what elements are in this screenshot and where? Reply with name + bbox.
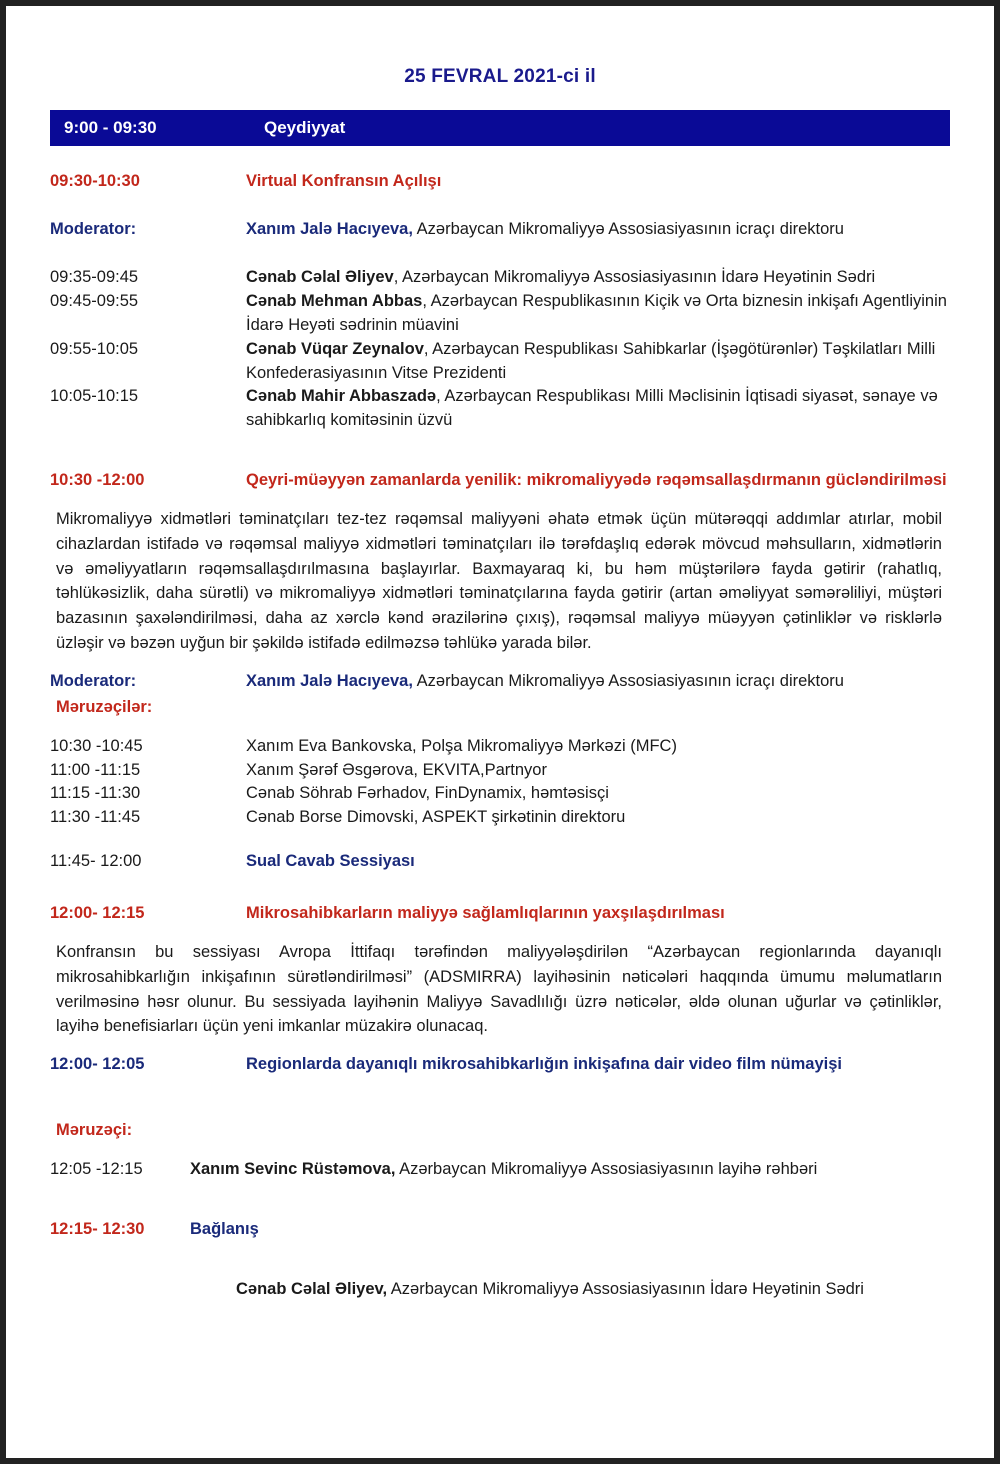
speaker-text: [190, 1158, 950, 1182]
session-three-title: Mikrosahibkarların maliyyə sağlamlıqlarının yaxşılaşdırılması: [246, 904, 725, 923]
speaker-desc: , Azərbaycan Respublikası Milli Məclisinin İqtisadi siyasət, sənaye və sahibkarlıq komitəsinin üzvü: [246, 387, 938, 430]
session-two-moderator-name: Xanım Jalə Hacıyeva,: [246, 671, 413, 690]
speaker-text: Xanım Eva Bankovska, Polşa Mikromaliyyə Mərkəzi (MFC): [246, 736, 677, 755]
session-three-row: [50, 902, 950, 926]
speaker-text: [246, 338, 950, 386]
closing-time: 12:15- 12:30: [50, 1220, 145, 1239]
speaker-time: 09:45-09:55: [50, 291, 139, 310]
closing-speaker-name: Cənab Cəlal Əliyev,: [236, 1279, 388, 1298]
speaker-time: 11:00 -11:15: [50, 760, 141, 779]
speaker-desc: , Azərbaycan Respublikası Sahibkarlar (İşəgötürənlər) Təşkilatları Milli Konfederasiyasının Vitse Prezidenti: [246, 339, 936, 382]
qa-row: [50, 850, 950, 874]
page-title: 25 FEVRAL 2021-ci il: [404, 66, 596, 87]
speaker-text: [246, 266, 950, 290]
video-title: Regionlarda dayanıqlı mikrosahibkarlığın inkişafına dair video film nümayişi: [246, 1055, 842, 1074]
session-three-speaker-row: [50, 1158, 950, 1182]
session-two-row: [50, 469, 950, 493]
qa-label: Sual Cavab Sessiyası: [246, 852, 415, 871]
session-two-speakers-label: Məruzəçilər:: [56, 697, 153, 716]
closing-speaker-desc: Azərbaycan Mikromaliyyə Assosiasiyasının İdarə Heyətinin Sədri: [390, 1279, 864, 1298]
speaker-name: Xanım Sevinc Rüstəmova,: [190, 1160, 396, 1179]
video-row: [50, 1053, 950, 1077]
speaker-text: Xanım Şərəf Əsgərova, EKVITA,Partnyor: [246, 760, 547, 779]
session-two-speaker-row: [50, 782, 950, 806]
speaker-name: Cənab Mehman Abbas: [246, 291, 423, 310]
opening-title: Virtual Konfransın Açılışı: [246, 172, 442, 190]
speaker-time: 10:05-10:15: [50, 387, 139, 406]
opening-moderator-value: [246, 218, 950, 242]
session-two-paragraph: Mikromaliyyə xidmətləri təminatçıları tez-tez rəqəmsal maliyyəni əhatə etmək üçün mütərəqqi addımlar atırlar, mobil cihazlardan istifadə və rəqəmsal maliyyə xidmətləri təminatçıları ilə tərəfdaşlıq edərək mövcud məhsulların, xidmətlərin və əməliyyatların rəqəmsallaşdırılmasına başlayırlar. Baxmayaraq ki, bu həm müştərilərə fayda gətirir (rahatlıq, təhlükəsizlik, daha sürətli) və mikromaliyyə xidmətləri təminatçılarına fayda gətirir (artan əməliyyat səmərəliliyi, müştəri bazasının şaxələndirilməsi, daha az xərclə kənd ərazilərinə çıxış), rəqəmsal maliyyə müəyyən çətinliklər və risklərlə üzləşir və bəzən uyğun bir şəkildə istifadə edilməzsə təhlükə yarada bilər.: [56, 510, 942, 652]
session-two-title: Qeyri-müəyyən zamanlarda yenilik: mikromaliyyədə rəqəmsallaşdırmanın gücləndirilməsi: [246, 471, 947, 490]
video-time: 12:00- 12:05: [50, 1055, 145, 1074]
registration-label: Qeydiyyat: [264, 118, 346, 137]
speaker-time: 11:15 -11:30: [50, 784, 141, 803]
opening-speaker-row: [50, 338, 950, 386]
speaker-desc: Azərbaycan Mikromaliyyə Assosiasiyasının layihə rəhbəri: [399, 1160, 818, 1179]
session-two-speaker-row: [50, 759, 950, 783]
opening-moderator-row: [50, 218, 950, 242]
session-two-moderator-row: [50, 670, 950, 694]
speaker-time: 09:55-10:05: [50, 339, 139, 358]
opening-speaker-row: [50, 290, 950, 338]
session-two-speaker-row: [50, 735, 950, 759]
speaker-name: Cənab Vüqar Zeynalov: [246, 339, 424, 358]
registration-banner: [50, 110, 950, 146]
speaker-time: 11:30 -11:45: [50, 808, 141, 827]
speaker-text: [246, 290, 950, 338]
speaker-name: Cənab Cəlal Əliyev: [246, 267, 394, 286]
session-two-moderator-desc: Azərbaycan Mikromaliyyə Assosiasiyasının icraçı direktoru: [416, 671, 844, 690]
opening-session-row: [50, 170, 950, 194]
closing-label: Bağlanış: [190, 1220, 259, 1239]
opening-time: 09:30-10:30: [50, 172, 140, 190]
opening-moderator-desc: Azərbaycan Mikromaliyyə Assosiasiyasının icraçı direktoru: [416, 219, 844, 238]
session-three-speaker-label: Məruzəçi:: [56, 1121, 133, 1140]
document-body: [6, 6, 994, 1458]
session-two-moderator-label: Moderator:: [50, 671, 137, 690]
speaker-time: 09:35-09:45: [50, 267, 139, 286]
opening-moderator-label: Moderator:: [50, 219, 137, 238]
session-two-moderator-value: [246, 670, 950, 694]
speaker-text: [246, 385, 950, 433]
opening-speaker-row: [50, 266, 950, 290]
session-two-speaker-row: [50, 806, 950, 830]
speaker-time: 10:30 -10:45: [50, 736, 143, 755]
session-two-time: 10:30 -12:00: [50, 471, 145, 490]
speaker-time: 12:05 -12:15: [50, 1160, 143, 1179]
session-three-paragraph: Konfransın bu sessiyası Avropa İttifaqı tərəfindən maliyyələşdirilən “Azərbaycan regionlarında dayanıqlı mikrosahibkarlığın inkişafının sürətləndirilməsi” (ADSMIRRA) layihəsinin nəticələri haqqında ümumu məlumatların verilməsinə həsr olunur. Bu sessiyada layihənin Maliyyə Savadlılığı üzrə nəticələr, əldə olunan uğurlar və çətinliklər, layihə benefisiarları üçün yeni imkanlar müzakirə olunacaq.: [56, 943, 942, 1036]
speaker-desc: , Azərbaycan Mikromaliyyə Assosiasiyasının İdarə Heyətinin Sədri: [393, 267, 876, 286]
speaker-text: Cənab Borse Dimovski, ASPEKT şirkətinin direktoru: [246, 808, 626, 827]
registration-time: 9:00 - 09:30: [64, 118, 157, 137]
closing-row: [50, 1218, 950, 1242]
qa-time: 11:45- 12:00: [50, 852, 142, 871]
speaker-name: Cənab Mahir Abbaszadə: [246, 387, 437, 406]
opening-moderator-name: Xanım Jalə Hacıyeva,: [246, 219, 413, 238]
session-three-time: 12:00- 12:15: [50, 904, 145, 923]
speaker-text: Cənab Söhrab Fərhadov, FinDynamix, həmtəsisçi: [246, 784, 609, 803]
closing-speaker: [236, 1278, 950, 1302]
opening-speaker-row: [50, 385, 950, 433]
speaker-desc: , Azərbaycan Respublikasının Kiçik və Orta biznesin inkişafı Agentliyinin İdarə Heyəti sədrinin müavini: [246, 291, 947, 334]
